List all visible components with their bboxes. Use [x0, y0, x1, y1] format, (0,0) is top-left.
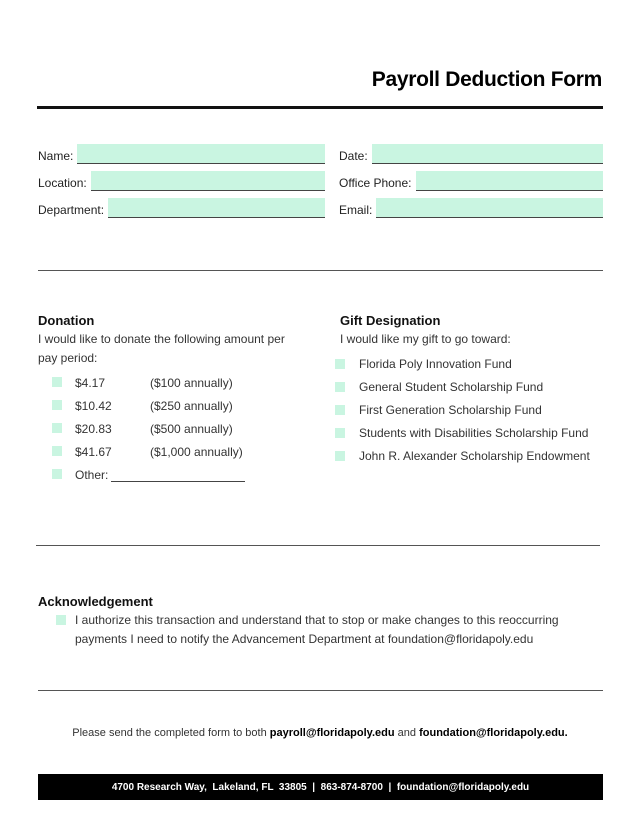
donation-amount: $10.42: [75, 399, 112, 413]
donation-amount: $4.17: [75, 376, 106, 390]
acknowledgement-line: I authorize this transaction and understand that to stop or make changes to this reoccurring: [75, 613, 559, 627]
payroll-email-link[interactable]: payroll@floridapoly.edu: [269, 727, 395, 739]
checkbox[interactable]: [52, 469, 62, 479]
acknowledgement-checkbox[interactable]: [56, 615, 66, 625]
gift-option-label: General Student Scholarship Fund: [359, 380, 544, 394]
donation-option-1[interactable]: [52, 377, 62, 387]
email-field: [339, 196, 603, 218]
contact-bar: 4700 Research Way, Lakeland, FL 33805 | 863-874-8700 | foundation@floridapoly.edu: [38, 774, 603, 800]
department-label: Department:: [38, 203, 105, 217]
donation-intro-line: pay period:: [38, 351, 98, 365]
gift-option-label: Students with Disabilities Scholarship Fund: [359, 426, 589, 440]
location-input[interactable]: [91, 171, 325, 191]
name-label: Name:: [38, 149, 74, 163]
donation-intro: [38, 330, 308, 368]
gift-option-label: John R. Alexander Scholarship Endowment: [359, 449, 590, 463]
office-phone-input[interactable]: [416, 171, 604, 191]
checkbox[interactable]: [52, 446, 62, 456]
donation-title: Donation: [38, 313, 95, 328]
name-field: [38, 142, 325, 164]
donation-amount: $20.83: [75, 422, 112, 436]
checkbox[interactable]: [335, 451, 345, 461]
gift-option-5[interactable]: [335, 449, 590, 463]
donation-option-4[interactable]: [52, 446, 62, 456]
donation-option-3[interactable]: [52, 423, 62, 433]
date-label: Date:: [339, 149, 368, 163]
gift-option-1[interactable]: [335, 357, 512, 371]
gift-option-label: Florida Poly Innovation Fund: [359, 357, 512, 371]
donation-annual: ($250 annually): [150, 399, 233, 413]
acknowledgement-line: payments I need to notify the Advancement Department at foundation@floridapoly.edu: [75, 632, 534, 646]
donation-amount: $41.67: [75, 445, 112, 459]
gift-option-label: First Generation Scholarship Fund: [359, 403, 542, 417]
gift-option-4[interactable]: [335, 426, 588, 440]
note-prefix: Please send the completed form to both: [72, 727, 267, 739]
office-phone-label: Office Phone:: [339, 176, 412, 190]
checkbox[interactable]: [335, 428, 345, 438]
title-divider: [37, 106, 603, 109]
gift-title: Gift Designation: [340, 313, 441, 328]
acknowledgement-title: Acknowledgement: [38, 594, 153, 609]
other-label: Other:: [75, 468, 109, 482]
date-input[interactable]: [372, 144, 603, 164]
date-field: [339, 142, 603, 164]
donation-annual: ($500 annually): [150, 422, 233, 436]
section-divider: [38, 690, 603, 691]
checkbox[interactable]: [335, 359, 345, 369]
location-field: [38, 169, 325, 191]
donation-annual: ($1,000 annually): [150, 445, 243, 459]
donation-intro-line: I would like to donate the following amount per: [38, 332, 285, 346]
checkbox[interactable]: [52, 400, 62, 410]
foundation-email-link[interactable]: foundation@floridapoly.edu.: [419, 727, 568, 739]
office-phone-field: [339, 169, 603, 191]
email-input[interactable]: [376, 198, 603, 218]
checkbox[interactable]: [335, 382, 345, 392]
donation-option-other[interactable]: [52, 469, 62, 479]
checkbox[interactable]: [56, 615, 66, 625]
email-label: Email:: [339, 203, 373, 217]
checkbox[interactable]: [52, 377, 62, 387]
department-field: [38, 196, 325, 218]
section-divider: [36, 545, 600, 546]
location-label: Location:: [38, 176, 87, 190]
donation-option-2[interactable]: [52, 400, 62, 410]
name-input[interactable]: [77, 144, 325, 164]
other-field: [75, 468, 245, 482]
acknowledgement-text: [75, 611, 605, 649]
page-title: Payroll Deduction Form: [371, 68, 602, 91]
other-input[interactable]: [111, 470, 245, 482]
gift-option-3[interactable]: [335, 403, 542, 417]
gift-option-2[interactable]: [335, 380, 543, 394]
checkbox[interactable]: [52, 423, 62, 433]
checkbox[interactable]: [335, 405, 345, 415]
note-and: and: [397, 727, 417, 739]
gift-intro: I would like my gift to go toward:: [340, 332, 511, 346]
section-divider: [38, 270, 603, 271]
department-input[interactable]: [108, 198, 325, 218]
submission-note: [0, 727, 640, 739]
donation-annual: ($100 annually): [150, 376, 233, 390]
